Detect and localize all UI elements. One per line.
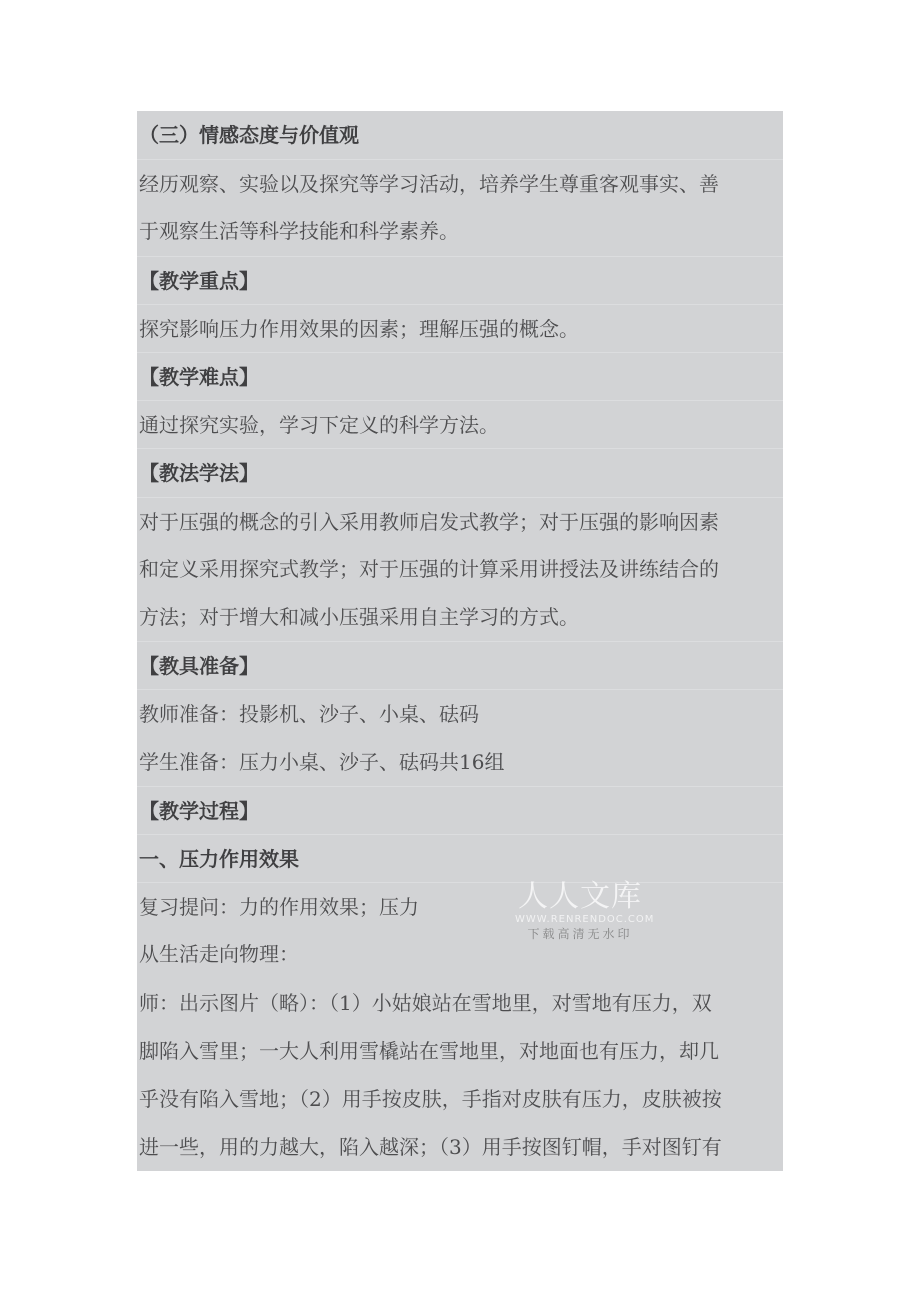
section-heading: 【教法学法】 (137, 448, 783, 496)
text-line: 从生活走向物理： (139, 942, 299, 967)
watermark-url: WWW.RENRENDOC.COM (515, 914, 655, 925)
text-line: 和定义采用探究式教学；对于压强的计算采用讲授法及讲练结合的 (139, 556, 719, 581)
text-line: 经历观察、实验以及探究等学习活动，培养学生尊重客观事实、善 (137, 159, 783, 207)
section-heading: （三）情感态度与价值观 (139, 123, 359, 147)
section-heading: 一、压力作用效果 (137, 834, 783, 882)
watermark-title: 人人文库 (518, 879, 642, 914)
section-heading: 【教学重点】 (137, 256, 783, 304)
document-page (137, 111, 783, 1171)
watermark-subtitle: 下载高清无水印 (527, 927, 633, 941)
text-line: 探究影响压力作用效果的因素；理解压强的概念。 (137, 304, 783, 352)
text-line: 进一些，用的力越大，陷入越深；（3）用手按图钉帽，手对图钉有 (139, 1135, 722, 1160)
text-line: 教师准备：投影机、沙子、小桌、砝码 (137, 689, 783, 737)
text-line: 对于压强的概念的引入采用教师启发式教学；对于压强的影响因素 (137, 497, 783, 545)
section-heading: 【教具准备】 (137, 641, 783, 689)
text-line: 师：出示图片（略）：（1）小姑娘站在雪地里，对雪地有压力，双 (139, 990, 712, 1015)
text-line: 于观察生活等科学技能和科学素养。 (139, 219, 459, 244)
section-heading: 【教学过程】 (137, 786, 783, 834)
text-line: 脚陷入雪里；一大人利用雪橇站在雪地里，对地面也有压力，却几 (139, 1038, 719, 1063)
text-line: 通过探究实验，学习下定义的科学方法。 (137, 400, 783, 448)
text-line: 复习提问：力的作用效果；压力 (137, 882, 783, 930)
text-line: 学生准备：压力小桌、沙子、砝码共16组 (139, 749, 505, 774)
section-heading: 【教学难点】 (137, 352, 783, 400)
text-line: 方法；对于增大和减小压强采用自主学习的方式。 (139, 605, 579, 629)
text-line: 乎没有陷入雪地；（2）用手按皮肤，手指对皮肤有压力，皮肤被按 (139, 1087, 722, 1111)
